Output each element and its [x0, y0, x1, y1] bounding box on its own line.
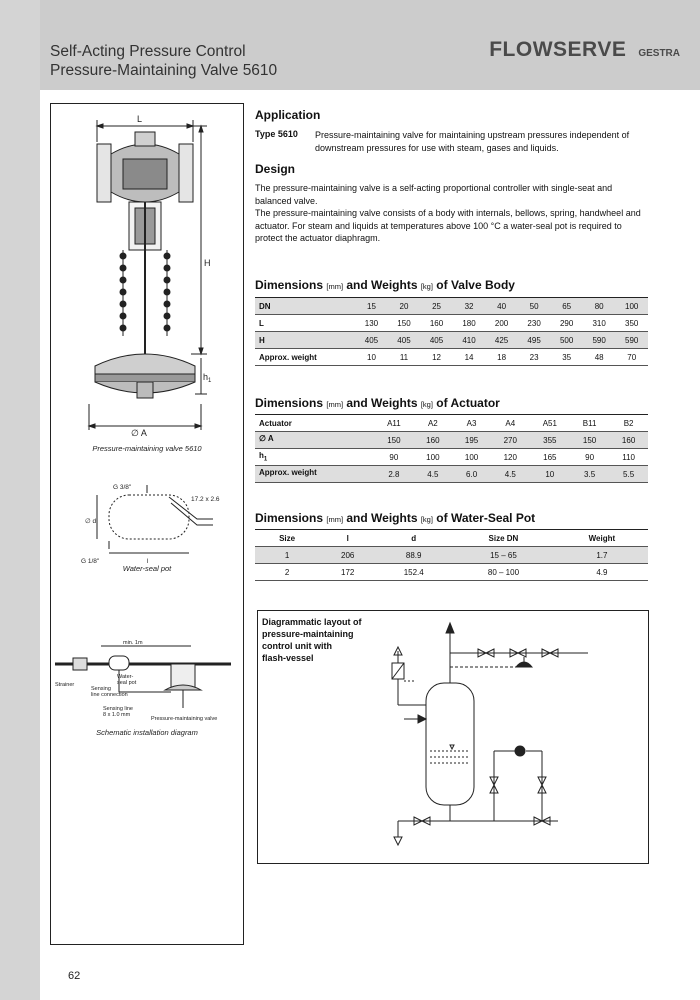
- table-cell: 110: [622, 452, 635, 462]
- table-header-cell: B11: [582, 418, 597, 428]
- dim-h1-label: $h_1$: [203, 372, 212, 384]
- application-text: Pressure-maintaining valve for maintaining upstream pressures independent of downstream pressures for use with steam, gases and liquids.: [315, 130, 630, 153]
- install-sensing-conn-label-2: line connection: [91, 692, 128, 698]
- row-label: $h_1$: [259, 451, 268, 463]
- design-paragraph-2: The pressure-maintaining valve consists of a body with internals, bellows, spring, handwheel and actuator. For steam and liquids at temperatures above 100 °C a water-seal pot is required to protect the actuator diaphragm.: [255, 208, 641, 243]
- table-cell: 6.0: [466, 469, 478, 479]
- table-cell: 310: [592, 318, 606, 328]
- table-cell: 130: [364, 318, 379, 328]
- table-cell: 230: [527, 318, 541, 328]
- table-cell: 4.9: [596, 567, 608, 577]
- table-cell: 1.7: [596, 550, 608, 560]
- installation-diagram: [51, 634, 243, 734]
- table-cell: 2.8: [388, 469, 400, 479]
- table-cell: 590: [625, 335, 639, 345]
- table-cell: 410: [462, 335, 476, 345]
- table-cell: 100: [426, 452, 440, 462]
- table-cell: 120: [503, 452, 517, 462]
- table-cell: 10: [367, 352, 376, 362]
- table-cell: 12: [432, 352, 441, 362]
- table-header-cell: d: [411, 533, 417, 543]
- design-heading: Design: [255, 162, 296, 176]
- table-header-cell: A11: [387, 418, 401, 428]
- table-header-row: [255, 415, 648, 432]
- table-cell: 195: [464, 435, 479, 445]
- install-strainer-label: Strainer: [55, 682, 75, 688]
- table-cell: 100: [464, 452, 479, 462]
- pot-bottom-thread: G 1/8": [81, 558, 100, 565]
- install-min-label: min. 1m: [123, 640, 143, 646]
- table-cell: 80 – 100: [487, 567, 520, 577]
- actuator-table: [255, 414, 648, 483]
- table-row: [255, 349, 648, 366]
- flash-vessel-title: Diagrammatic layout of pressure-maintaining control unit with flash-vessel: [262, 617, 362, 663]
- document-title: [50, 42, 277, 80]
- table-cell: 160: [429, 318, 444, 328]
- table-header-cell: 65: [562, 301, 572, 311]
- row-label: ∅ A: [259, 434, 274, 444]
- table-cell: 405: [397, 335, 411, 345]
- install-caption: Schematic installation diagram: [96, 728, 198, 737]
- table-header-cell: 20: [399, 301, 409, 311]
- table-row: [255, 466, 648, 483]
- table-cell: 15 – 65: [490, 550, 517, 560]
- water-seal-pot-drawing: [51, 479, 243, 569]
- table-cell: 1: [284, 550, 290, 560]
- table-cell: 90: [585, 452, 595, 462]
- table-cell: 10: [545, 469, 555, 479]
- table-header-row: [255, 530, 648, 547]
- table-cell: 290: [559, 318, 574, 328]
- table-cell: 4.5: [504, 469, 516, 479]
- install-water-seal-label-2: seal pot: [117, 680, 137, 686]
- table-header-cell: A4: [505, 418, 516, 428]
- table-row: [255, 315, 648, 332]
- table-cell: 405: [364, 335, 379, 345]
- table-cell: 405: [429, 335, 444, 345]
- valve-drawing: [51, 104, 243, 449]
- install-water-seal-label: Water-: [117, 674, 134, 680]
- row-label: Approx. weight: [259, 468, 317, 478]
- dim-h-label: H: [204, 258, 211, 268]
- row-label: Approx. weight: [259, 352, 317, 362]
- table-cell: 5.5: [623, 469, 635, 479]
- table-cell: 180: [462, 318, 476, 328]
- table-row: [255, 432, 648, 449]
- table-cell: 160: [621, 435, 636, 445]
- table-header-cell: 15: [367, 301, 376, 311]
- table-cell: 200: [494, 318, 509, 328]
- table-cell: 150: [387, 435, 401, 445]
- application-type-label: Type 5610: [255, 129, 298, 139]
- table-cell: 206: [341, 550, 355, 560]
- table-header-cell: 40: [497, 301, 507, 311]
- table-cell: 23: [529, 352, 539, 362]
- table-cell: 11: [399, 352, 409, 362]
- row-label: L: [259, 318, 264, 328]
- water-seal-table: [255, 529, 648, 581]
- table-cell: 150: [582, 435, 597, 445]
- table-cell: 590: [592, 335, 606, 345]
- row-label: H: [259, 335, 265, 345]
- table-cell: 2: [284, 567, 290, 577]
- table-header-row: [255, 298, 648, 315]
- pot-top-thread: G 3/8": [113, 484, 132, 491]
- table-cell: 3.5: [584, 469, 596, 479]
- table-header-cell: DN: [259, 301, 271, 311]
- table-cell: 495: [527, 335, 541, 345]
- table-cell: 14: [464, 352, 474, 362]
- table-cell: 48: [594, 352, 604, 362]
- table-header-cell: B2: [623, 418, 634, 428]
- table-cell: 35: [562, 352, 572, 362]
- table-header-cell: Size DN: [488, 533, 519, 543]
- table-header-cell: 32: [464, 301, 474, 311]
- table-cell: 425: [494, 335, 509, 345]
- page-number: 62: [68, 970, 81, 982]
- actuator-heading: Dimensions [mm] and Weights [kg] of Actuator: [255, 396, 500, 410]
- pot-pipe-size: 17.2 x 2.6: [191, 496, 220, 503]
- pot-caption: Water-seal pot: [122, 564, 172, 573]
- valve-body-heading: Dimensions [mm] and Weights [kg] of Valve Body: [255, 278, 515, 292]
- table-cell: 270: [503, 435, 517, 445]
- table-header-cell: A51: [542, 418, 557, 428]
- brand-subname: GESTRA: [638, 48, 680, 59]
- table-cell: 70: [627, 352, 637, 362]
- table-header-cell: l: [346, 533, 349, 543]
- brand-logo: [489, 38, 680, 62]
- install-sensing-conn-label: Sensing: [91, 686, 111, 692]
- table-header-cell: Size: [279, 533, 296, 543]
- design-paragraph-1: The pressure-maintaining valve is a self-acting proportional controller with single-seat and balanced valve.: [255, 183, 613, 206]
- pot-d-label: ∅ d: [85, 518, 97, 525]
- table-row: [255, 332, 648, 349]
- table-cell: 150: [397, 318, 411, 328]
- table-row: [255, 564, 648, 581]
- flash-vessel-schematic: [258, 611, 648, 863]
- table-header-cell: Actuator: [259, 418, 292, 428]
- table-cell: 165: [543, 452, 557, 462]
- table-header-cell: 25: [432, 301, 441, 311]
- table-cell: 172: [341, 567, 355, 577]
- table-cell: 350: [625, 318, 639, 328]
- table-header-cell: A3: [466, 418, 477, 428]
- table-header-cell: 100: [625, 301, 639, 311]
- flash-vessel-diagram: [257, 610, 649, 864]
- brand-name: FLOWSERVE: [489, 38, 627, 61]
- table-header-cell: Weight: [588, 533, 616, 543]
- table-cell: 355: [543, 435, 557, 445]
- table-cell: 160: [426, 435, 440, 445]
- install-sensing-line-label: Sensing line: [103, 706, 133, 712]
- table-row: [255, 547, 648, 564]
- dim-a-label: ∅ A: [131, 428, 147, 438]
- figure-panel: [50, 103, 244, 945]
- table-header-cell: 50: [529, 301, 539, 311]
- table-cell: 152.4: [403, 567, 424, 577]
- valve-caption: Pressure-maintaining valve 5610: [92, 444, 202, 453]
- table-cell: 88.9: [405, 550, 422, 560]
- install-pmv-label: Pressure-maintaining valve: [151, 716, 218, 722]
- application-heading: Application: [255, 108, 321, 122]
- table-cell: 4.5: [427, 469, 439, 479]
- pot-l-label: l: [147, 558, 149, 565]
- title-line-2: Pressure-Maintaining Valve 5610: [50, 62, 278, 79]
- table-cell: 18: [497, 352, 507, 362]
- table-header-cell: 80: [594, 301, 604, 311]
- install-sensing-line-label-2: 8 x 1.0 mm: [103, 712, 131, 718]
- table-header-cell: A2: [427, 418, 438, 428]
- page-header: [40, 0, 700, 90]
- left-margin-stripe: [0, 0, 40, 1000]
- valve-body-table: [255, 297, 648, 366]
- table-cell: 90: [389, 452, 399, 462]
- dim-l-label: L: [137, 114, 143, 124]
- table-cell: 500: [559, 335, 574, 345]
- table-row: [255, 449, 648, 466]
- water-seal-heading: Dimensions [mm] and Weights [kg] of Water-Seal Pot: [255, 511, 536, 525]
- title-line-1: Self-Acting Pressure Control: [50, 43, 246, 60]
